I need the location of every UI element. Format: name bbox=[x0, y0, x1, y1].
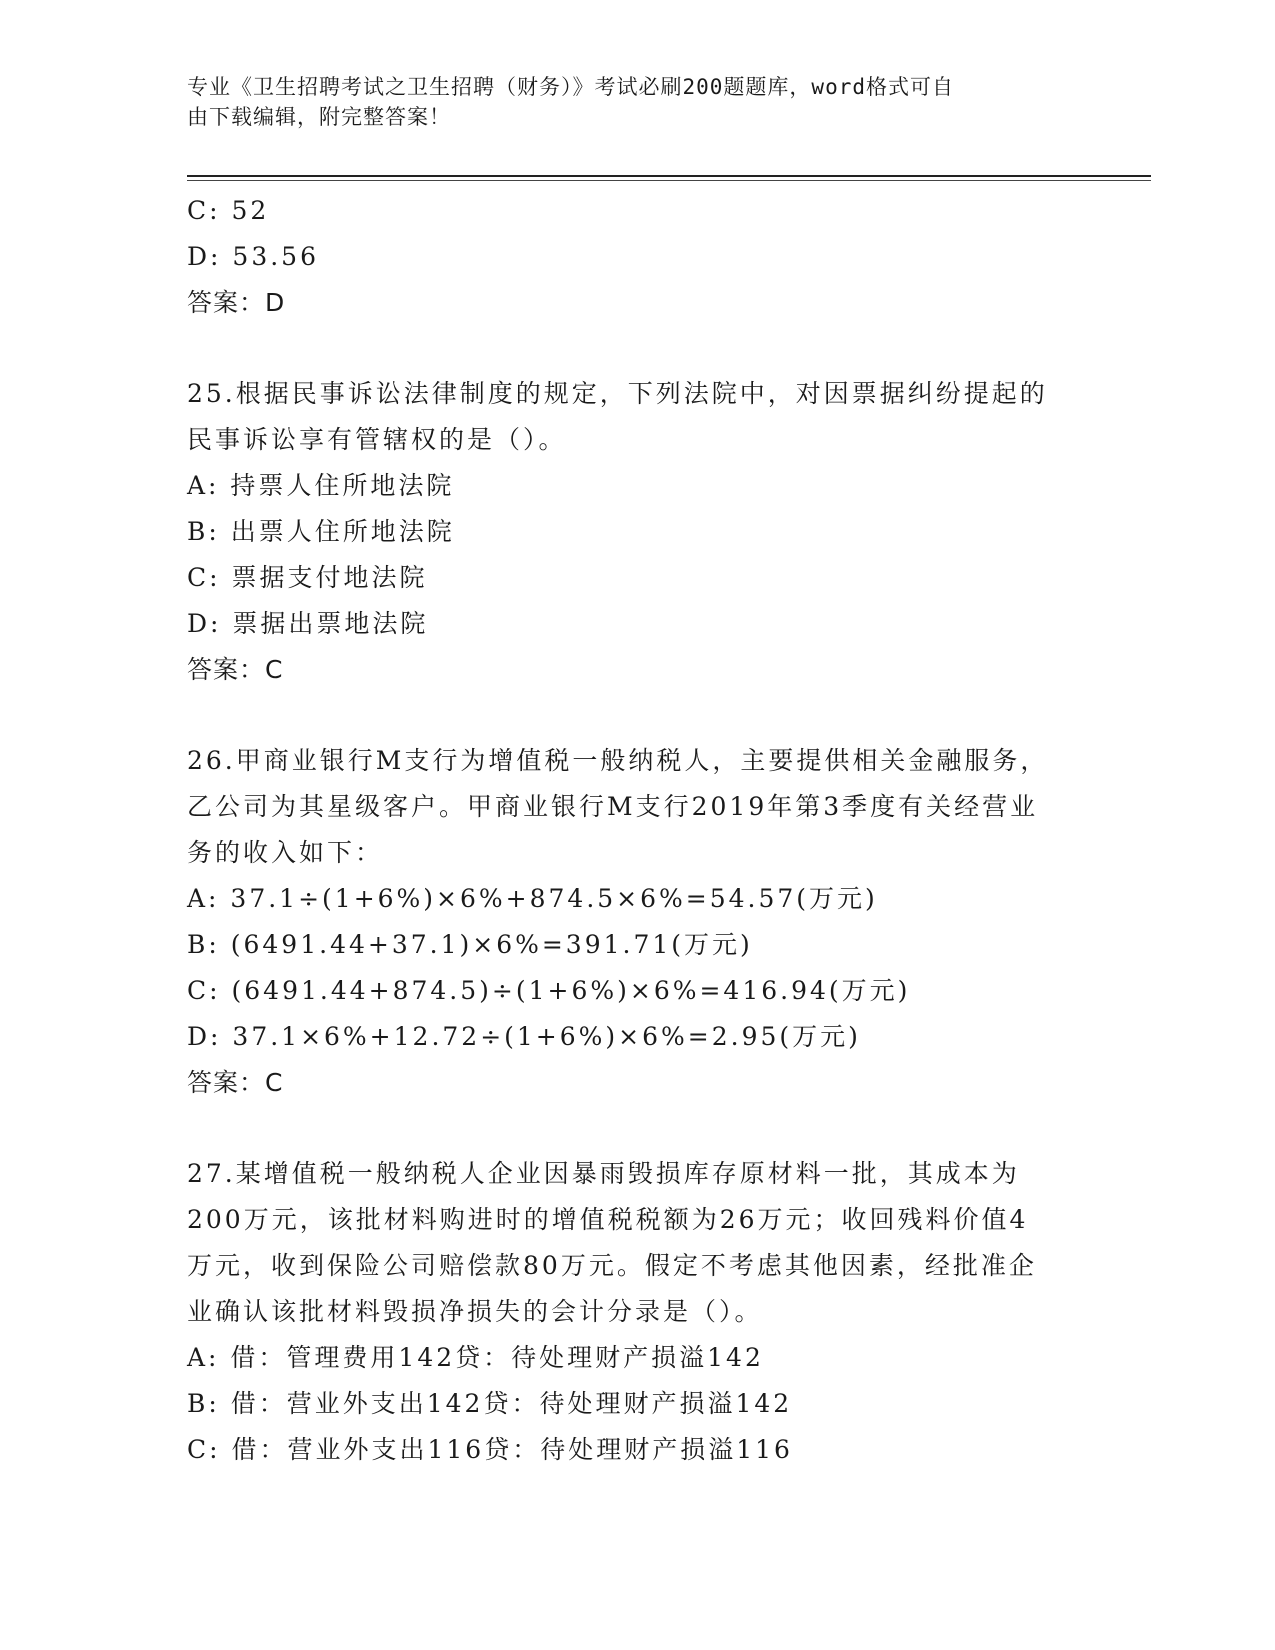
option-c: C: 52 bbox=[187, 196, 270, 225]
question-stem: 务的收入如下： bbox=[187, 838, 384, 867]
question-25 bbox=[187, 371, 1087, 693]
option-a: A: 持票人住所地法院 bbox=[187, 471, 455, 500]
option-a: A: 37.1÷(1+6%)×6%+874.5×6%=54.57(万元) bbox=[187, 884, 878, 913]
question-stem: 26.甲商业银行M支行为增值税一般纳税人，主要提供相关金融服务， bbox=[187, 746, 1049, 775]
question-stem: 乙公司为其星级客户。甲商业银行M支行2019年第3季度有关经营业 bbox=[187, 792, 1039, 821]
option-b: B: (6491.44+37.1)×6%=391.71(万元) bbox=[187, 930, 753, 959]
option-d: D: 票据出票地法院 bbox=[187, 609, 429, 638]
option-c: C: (6491.44+874.5)÷(1+6%)×6%=416.94(万元) bbox=[187, 976, 911, 1005]
question-26 bbox=[187, 738, 1087, 1106]
option-c: C: 票据支付地法院 bbox=[187, 563, 428, 592]
header-line-1: 专业《卫生招聘考试之卫生招聘（财务）》考试必刷200题题库，word格式可自 bbox=[187, 75, 954, 99]
header-divider-thin bbox=[187, 180, 1151, 181]
answer: 答案：D bbox=[187, 288, 286, 317]
question-stem: 200万元，该批材料购进时的增值税税额为26万元；收回残料价值4 bbox=[187, 1205, 1029, 1234]
option-b: B: 出票人住所地法院 bbox=[187, 517, 455, 546]
question-27 bbox=[187, 1151, 1087, 1473]
option-d: D: 53.56 bbox=[187, 242, 319, 271]
option-d: D: 37.1×6%+12.72÷(1+6%)×6%=2.95(万元) bbox=[187, 1022, 861, 1051]
answer: 答案：C bbox=[187, 1068, 284, 1097]
header-line-2: 由下载编辑，附完整答案！ bbox=[187, 105, 451, 129]
question-stem: 民事诉讼享有管辖权的是（）。 bbox=[187, 425, 567, 454]
question-stem: 25.根据民事诉讼法律制度的规定，下列法院中，对因票据纠纷提起的 bbox=[187, 379, 1048, 408]
option-b: B: 借：营业外支出142贷：待处理财产损溢142 bbox=[187, 1389, 793, 1418]
question-list bbox=[187, 188, 1087, 1473]
option-c: C: 借：营业外支出116贷：待处理财产损溢116 bbox=[187, 1435, 793, 1464]
prev-question bbox=[187, 188, 1087, 326]
question-stem: 27.某增值税一般纳税人企业因暴雨毁损库存原材料一批，其成本为 bbox=[187, 1159, 1020, 1188]
document-header bbox=[187, 72, 1067, 132]
question-stem: 业确认该批材料毁损净损失的会计分录是（）。 bbox=[187, 1297, 763, 1326]
option-a: A: 借：管理费用142贷：待处理财产损溢142 bbox=[187, 1343, 764, 1372]
header-divider-thick bbox=[187, 175, 1151, 177]
question-stem: 万元，收到保险公司赔偿款80万元。假定不考虑其他因素，经批准企 bbox=[187, 1251, 1037, 1280]
answer: 答案：C bbox=[187, 655, 284, 684]
